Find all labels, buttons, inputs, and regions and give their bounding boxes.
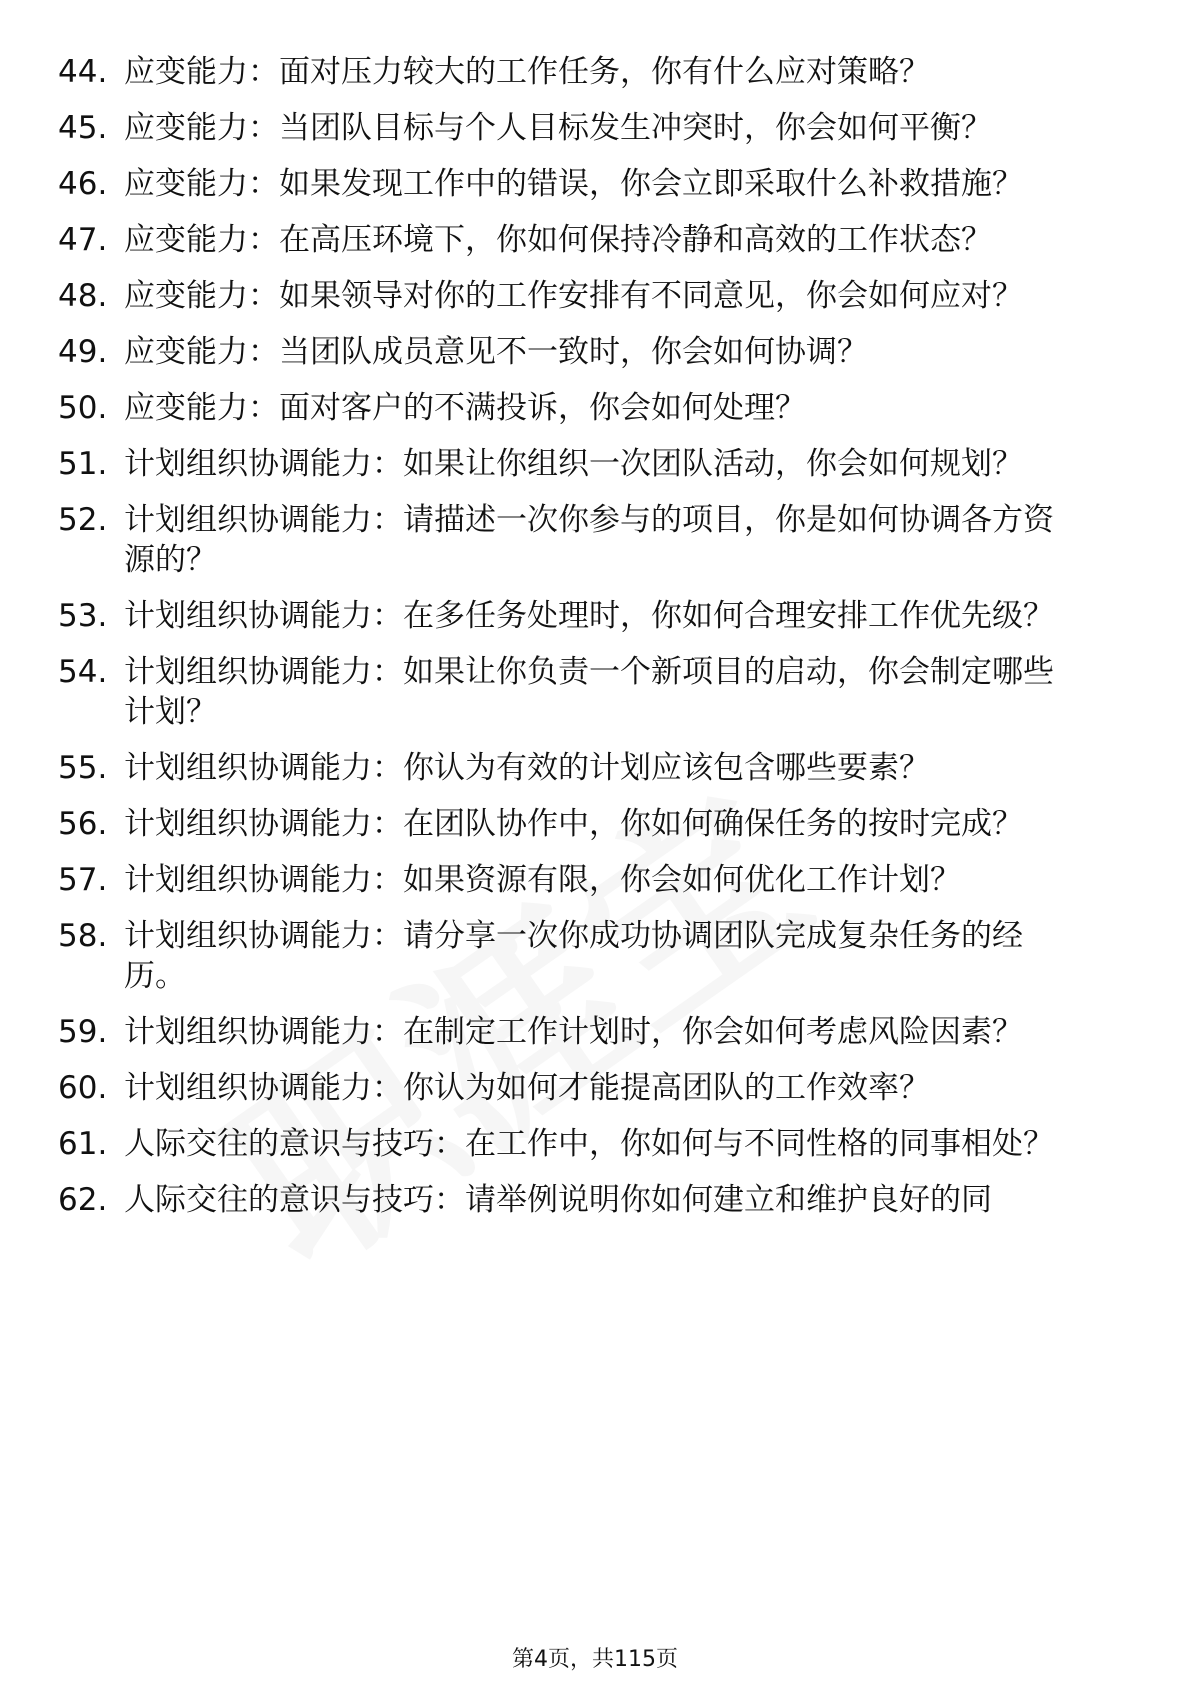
question-item — [58, 1012, 1118, 1052]
question-number: 49. — [58, 334, 108, 370]
question-item — [58, 596, 1118, 636]
question-number: 50. — [58, 390, 108, 426]
question-text: 人际交往的意识与技巧：请举例说明你如何建立和维护良好的同 — [124, 1182, 992, 1218]
question-text: 计划组织协调能力：请分享一次你成功协调团队完成复杂任务的经历。 — [124, 918, 1023, 994]
question-number: 47. — [58, 222, 108, 258]
question-number: 62. — [58, 1182, 108, 1218]
question-number: 59. — [58, 1014, 108, 1050]
page-footer: 第4页，共115页 — [512, 1647, 678, 1672]
question-item — [58, 1124, 1118, 1164]
question-item — [58, 652, 1118, 732]
question-text: 计划组织协调能力：如果资源有限，你会如何优化工作计划？ — [124, 862, 961, 898]
question-number: 55. — [58, 750, 108, 786]
question-number: 56. — [58, 806, 108, 842]
question-item — [58, 860, 1118, 900]
question-text: 计划组织协调能力：你认为有效的计划应该包含哪些要素？ — [124, 750, 930, 786]
question-item — [58, 1068, 1118, 1108]
question-item — [58, 164, 1118, 204]
question-item — [58, 388, 1118, 428]
question-number: 60. — [58, 1070, 108, 1106]
question-text: 应变能力：如果发现工作中的错误，你会立即采取什么补救措施？ — [124, 166, 1023, 202]
question-number: 51. — [58, 446, 108, 482]
question-item — [58, 52, 1118, 92]
question-number: 48. — [58, 278, 108, 314]
question-number: 57. — [58, 862, 108, 898]
question-text: 计划组织协调能力：如果让你负责一个新项目的启动，你会制定哪些计划？ — [124, 654, 1054, 730]
question-number: 44. — [58, 54, 108, 90]
question-number: 45. — [58, 110, 108, 146]
question-text: 计划组织协调能力：在团队协作中，你如何确保任务的按时完成？ — [124, 806, 1023, 842]
question-item — [58, 220, 1118, 260]
question-text: 应变能力：如果领导对你的工作安排有不同意见，你会如何应对？ — [124, 278, 1023, 314]
question-text: 计划组织协调能力：请描述一次你参与的项目，你是如何协调各方资源的？ — [124, 502, 1054, 578]
question-item — [58, 332, 1118, 372]
question-number: 46. — [58, 166, 108, 202]
question-text: 应变能力：当团队目标与个人目标发生冲突时，你会如何平衡？ — [124, 110, 992, 146]
question-text: 计划组织协调能力：如果让你组织一次团队活动，你会如何规划？ — [124, 446, 1023, 482]
question-text: 应变能力：面对压力较大的工作任务，你有什么应对策略？ — [124, 54, 930, 90]
question-text: 计划组织协调能力：你认为如何才能提高团队的工作效率？ — [124, 1070, 930, 1106]
question-text: 应变能力：当团队成员意见不一致时，你会如何协调？ — [124, 334, 868, 370]
question-item — [58, 916, 1118, 996]
question-number: 58. — [58, 918, 108, 954]
question-text: 计划组织协调能力：在制定工作计划时，你会如何考虑风险因素？ — [124, 1014, 1023, 1050]
question-number: 52. — [58, 502, 108, 538]
question-number: 54. — [58, 654, 108, 690]
question-item — [58, 1180, 1118, 1220]
question-item — [58, 108, 1118, 148]
question-item — [58, 500, 1118, 580]
question-text: 应变能力：面对客户的不满投诉，你会如何处理？ — [124, 390, 806, 426]
question-item — [58, 748, 1118, 788]
question-text: 计划组织协调能力：在多任务处理时，你如何合理安排工作优先级？ — [124, 598, 1054, 634]
question-number: 61. — [58, 1126, 108, 1162]
question-item — [58, 444, 1118, 484]
question-item — [58, 804, 1118, 844]
question-text: 应变能力：在高压环境下，你如何保持冷静和高效的工作状态？ — [124, 222, 992, 258]
question-number: 53. — [58, 598, 108, 634]
question-item — [58, 276, 1118, 316]
question-list — [58, 52, 1118, 1236]
question-text: 人际交往的意识与技巧：在工作中，你如何与不同性格的同事相处？ — [124, 1126, 1054, 1162]
